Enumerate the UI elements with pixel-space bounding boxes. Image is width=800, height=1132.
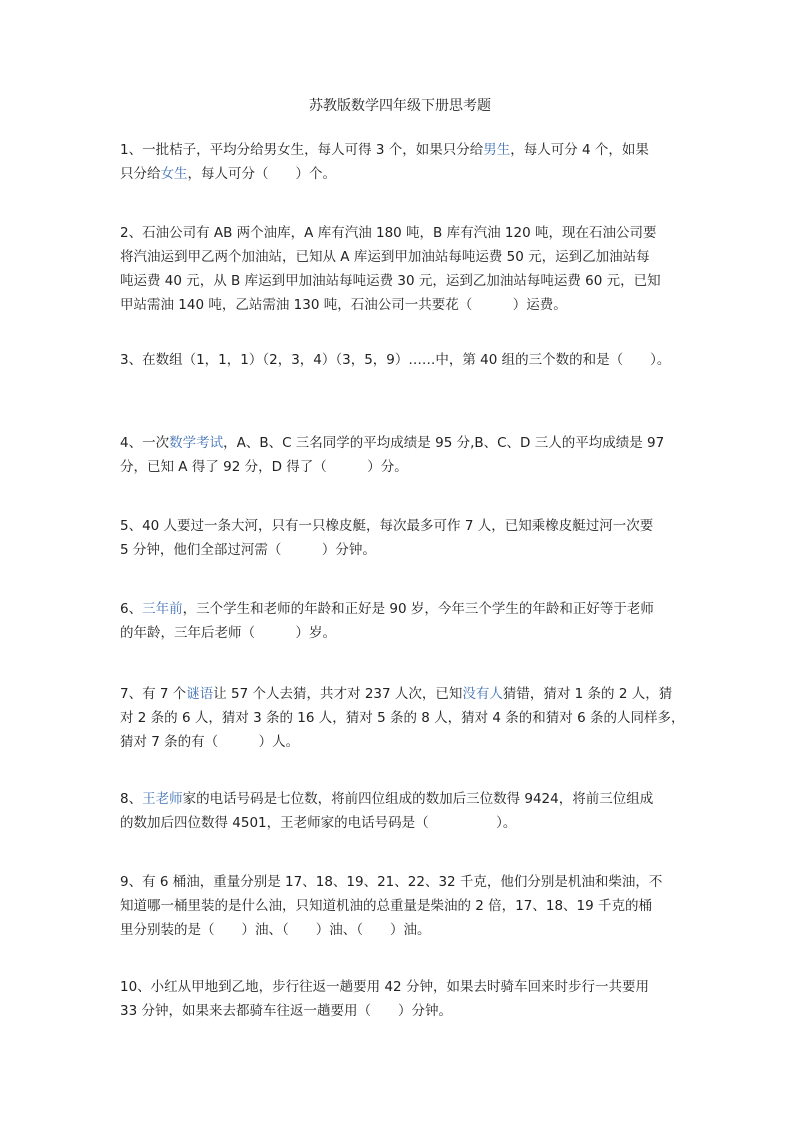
question-line: [120, 682, 686, 706]
keyword-link[interactable]: 三年前: [142, 601, 183, 617]
question-line: 3、在数组（1，1，1）（2，3，4）（3，5，9）……中，第 40 组的三个数的和是（ ）。: [120, 352, 671, 368]
question-line: 知道哪一桶里装的是什么油，只知道机油的总重量是柴油的 2 倍，17、18、19 千克的桶: [120, 898, 652, 914]
question-text: 4、一次: [120, 435, 170, 451]
question-line: 的数加后四位数得 4501，王老师家的电话号码是（ ）。: [120, 815, 517, 831]
question-line: 将汽油运到甲乙两个加油站，已知从 A 库运到甲加油站每吨运费 50 元，运到乙加油站每: [120, 249, 650, 265]
question-line: [120, 597, 686, 621]
question-line: 吨运费 40 元，从 B 库运到甲加油站每吨运费 30 元，运到乙加油站每吨运费 60 元，已知: [120, 273, 661, 289]
question-line: 5 分钟，他们全部过河需（ ）分钟。: [120, 542, 376, 558]
question-line: [120, 787, 686, 811]
question-line: 33 分钟，如果来去都骑车往返一趟要用（ ）分钟。: [120, 1003, 452, 1019]
keyword-link[interactable]: 王老师: [142, 791, 183, 807]
question-line: 分，已知 A 得了 92 分，D 得了（ ）分。: [120, 459, 408, 475]
question-line: [120, 138, 686, 162]
question-line: 2、石油公司有 AB 两个油库，A 库有汽油 180 吨，B 库有汽油 120 吨，现在石油公司要: [120, 225, 657, 241]
question-text: 让 57 个人去猜，共才对 237 人次，已知: [213, 686, 463, 702]
question-line: [120, 162, 686, 186]
keyword-link[interactable]: 没有人: [462, 686, 503, 702]
keyword-link[interactable]: 数学考试: [169, 435, 224, 451]
question-1: [120, 138, 686, 186]
question-text: 家的电话号码是七位数，将前四位组成的数加后三位数得 9424，将前三位组成: [182, 791, 654, 807]
question-text: ，每人可分 4 个，如果: [510, 142, 649, 158]
question-line: 里分别装的是（ ）油、（ ）油、（ ）油。: [120, 922, 431, 938]
question-line: 甲站需油 140 吨，乙站需油 130 吨，石油公司一共要花（ ）运费。: [120, 297, 567, 313]
question-9: [120, 870, 686, 942]
question-text: ，每人可分（ ）个。: [187, 166, 336, 182]
question-4: [120, 431, 686, 479]
question-5: [120, 514, 686, 562]
keyword-link[interactable]: 谜语: [186, 686, 214, 702]
keyword-link[interactable]: 男生: [483, 142, 511, 158]
question-text: 8、: [120, 791, 143, 807]
question-8: [120, 787, 686, 835]
question-line: 的年龄，三年后老师（ ）岁。: [120, 625, 336, 641]
question-10: [120, 975, 686, 1023]
question-line: 5、40 人要过一条大河，只有一只橡皮艇，每次最多可作 7 人，已知乘橡皮艇过河一次要: [120, 518, 654, 534]
question-text: ，三个学生和老师的年龄和正好是 90 岁，今年三个学生的年龄和正好等于老师: [182, 601, 654, 617]
question-2: [120, 221, 686, 317]
keyword-link[interactable]: 女生: [160, 166, 188, 182]
question-text: 6、: [120, 601, 143, 617]
question-line: 10、小红从甲地到乙地，步行往返一趟要用 42 分钟，如果去时骑车回来时步行一共要用: [120, 979, 649, 995]
question-text: 7、有 7 个: [120, 686, 187, 702]
question-6: [120, 597, 686, 645]
question-line: [120, 431, 686, 455]
question-text: ，A、B、C 三名同学的平均成绩是 95 分,B、C、D 三人的平均成绩是 97: [223, 435, 665, 451]
question-text: 猜错，猜对 1 条的 2 人，猜: [502, 686, 673, 702]
question-line: 猜对 7 条的有（ ）人。: [120, 734, 300, 750]
question-line: 9、有 6 桶油，重量分别是 17、18、19、21、22、32 千克，他们分别是机油和柴油，不: [120, 874, 663, 890]
question-text: 1、一批桔子，平均分给男女生，每人可得 3 个，如果只分给: [120, 142, 484, 158]
question-3: [120, 348, 686, 372]
page-title: 苏教版数学四年级下册思考题: [309, 98, 491, 114]
question-text: 只分给: [120, 166, 161, 182]
question-7: [120, 682, 686, 754]
question-line: 对 2 条的 6 人，猜对 3 条的 16 人，猜对 5 条的 8 人，猜对 4 条的和猜对 6 条的人同样多，: [120, 710, 685, 726]
